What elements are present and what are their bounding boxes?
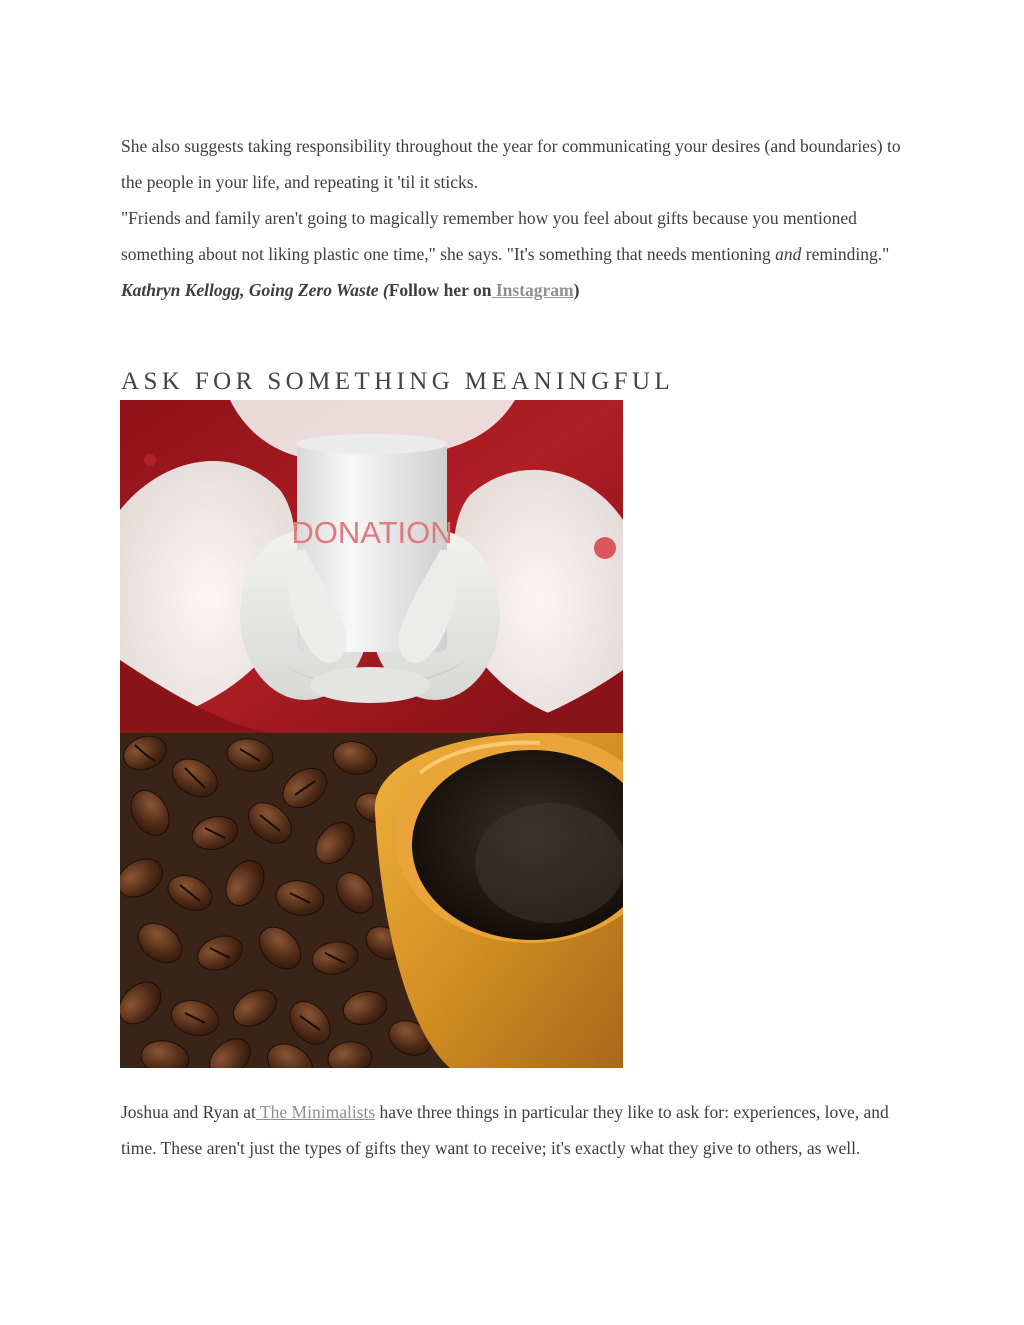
donation-image xyxy=(120,400,623,733)
instagram-link[interactable]: Instagram xyxy=(491,280,574,300)
quote-attribution: Kathryn Kellogg, Going Zero Waste ( xyxy=(121,280,389,300)
paragraph-minimalists xyxy=(121,1094,911,1166)
minimalists-link[interactable]: The Minimalists xyxy=(255,1102,376,1122)
quote-text-end: reminding." xyxy=(801,244,890,264)
minimalists-text-before: Joshua and Ryan at xyxy=(121,1102,256,1122)
close-paren: ) xyxy=(573,280,580,300)
quote-text-start: "Friends and family aren't going to magically remember how you feel about gifts because you mentioned something about not liking plastic one time," she says. "It's something that needs mentioning xyxy=(121,208,857,264)
follow-text: Follow her on xyxy=(388,280,492,300)
paragraph-responsibility xyxy=(121,128,911,200)
section-heading: ASK FOR SOMETHING MEANINGFUL xyxy=(121,368,675,395)
donation-can-label: DONATION xyxy=(291,515,453,550)
minimalists-text-after: have three things in particular they like to ask for: experiences, love, and time. These aren't just the types of gifts they want to receive; it's exactly what they give to others, as well. xyxy=(121,1102,889,1158)
quote-emphasis: and xyxy=(775,244,802,264)
coffee-image xyxy=(120,733,623,1068)
paragraph-responsibility-text: She also suggests taking responsibility throughout the year for communicating your desires (and boundaries) to the people in your life, and repeating it 'til it sticks. xyxy=(121,136,901,192)
paragraph-quote xyxy=(121,200,911,308)
